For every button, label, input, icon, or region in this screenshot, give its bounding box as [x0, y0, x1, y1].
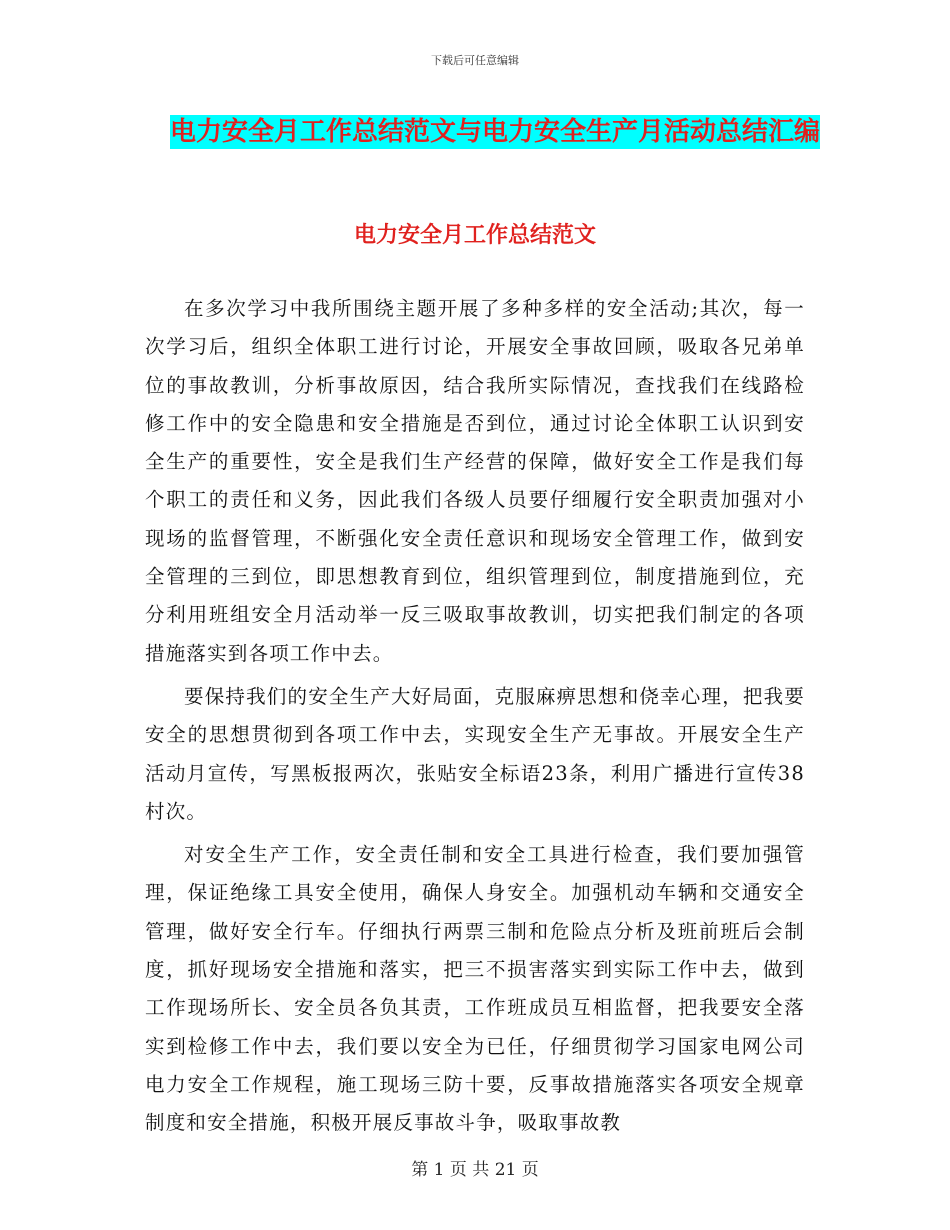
body-paragraph: 要保持我们的安全生产大好局面，克服麻痹思想和侥幸心理，把我要安全的思想贯彻到各项工作中去，实现安全生产无事故。开展安全生产活动月宣传，写黑板报两次，张贴安全标语23条，利用广播进行宣传38村次。	[145, 684, 806, 823]
page-number: 第 1 页 共 21 页	[411, 1160, 539, 1180]
body-paragraph: 对安全生产工作，安全责任制和安全工具进行检查，我们要加强管理，保证绝缘工具安全使用，确保人身安全。加强机动车辆和交通安全管理，做好安全行车。仔细执行两票三制和危险点分析及班前班后会制度，抓好现场安全措施和落实，把三不损害落实到实际工作中去，做到工作现场所长、安全员各负其责，工作班成员互相监督，把我要安全落实到检修工作中去，我们要以安全为已任，仔细贯彻学习国家电网公司电力安全工作规程，施工现场三防十要，反事故措施落实各项安全规章制度和安全措施，积极开展反事故斗争，吸取事故教	[145, 843, 805, 1135]
document-body	[145, 290, 805, 1148]
body-paragraph: 在多次学习中我所围绕主题开展了多种多样的安全活动;其次，每一次学习后，组织全体职工进行讨论，开展安全事故回顾，吸取各兄弟单位的事故教训，分析事故原因，结合我所实际情况，查找我们在线路检修工作中的安全隐患和安全措施是否到位，通过讨论全体职工认识到安全生产的重要性，安全是我们生产经营的保障，做好安全工作是我们每个职工的责任和义务，因此我们各级人员要仔细履行安全职责加强对小现场的监督管理，不断强化安全责任意识和现场安全管理工作，做到安全管理的三到位，即思想教育到位，组织管理到位，制度措施到位，充分利用班组安全月活动举一反三吸取事故教训，切实把我们制定的各项措施落实到各项工作中去。	[145, 297, 805, 665]
section-title: 电力安全月工作总结范文	[353, 223, 596, 248]
page-header-note: 下载后可任意编辑	[431, 54, 519, 67]
document-title	[145, 108, 845, 156]
document-title-text: 电力安全月工作总结范文与电力安全生产月活动总结汇编	[169, 117, 820, 147]
